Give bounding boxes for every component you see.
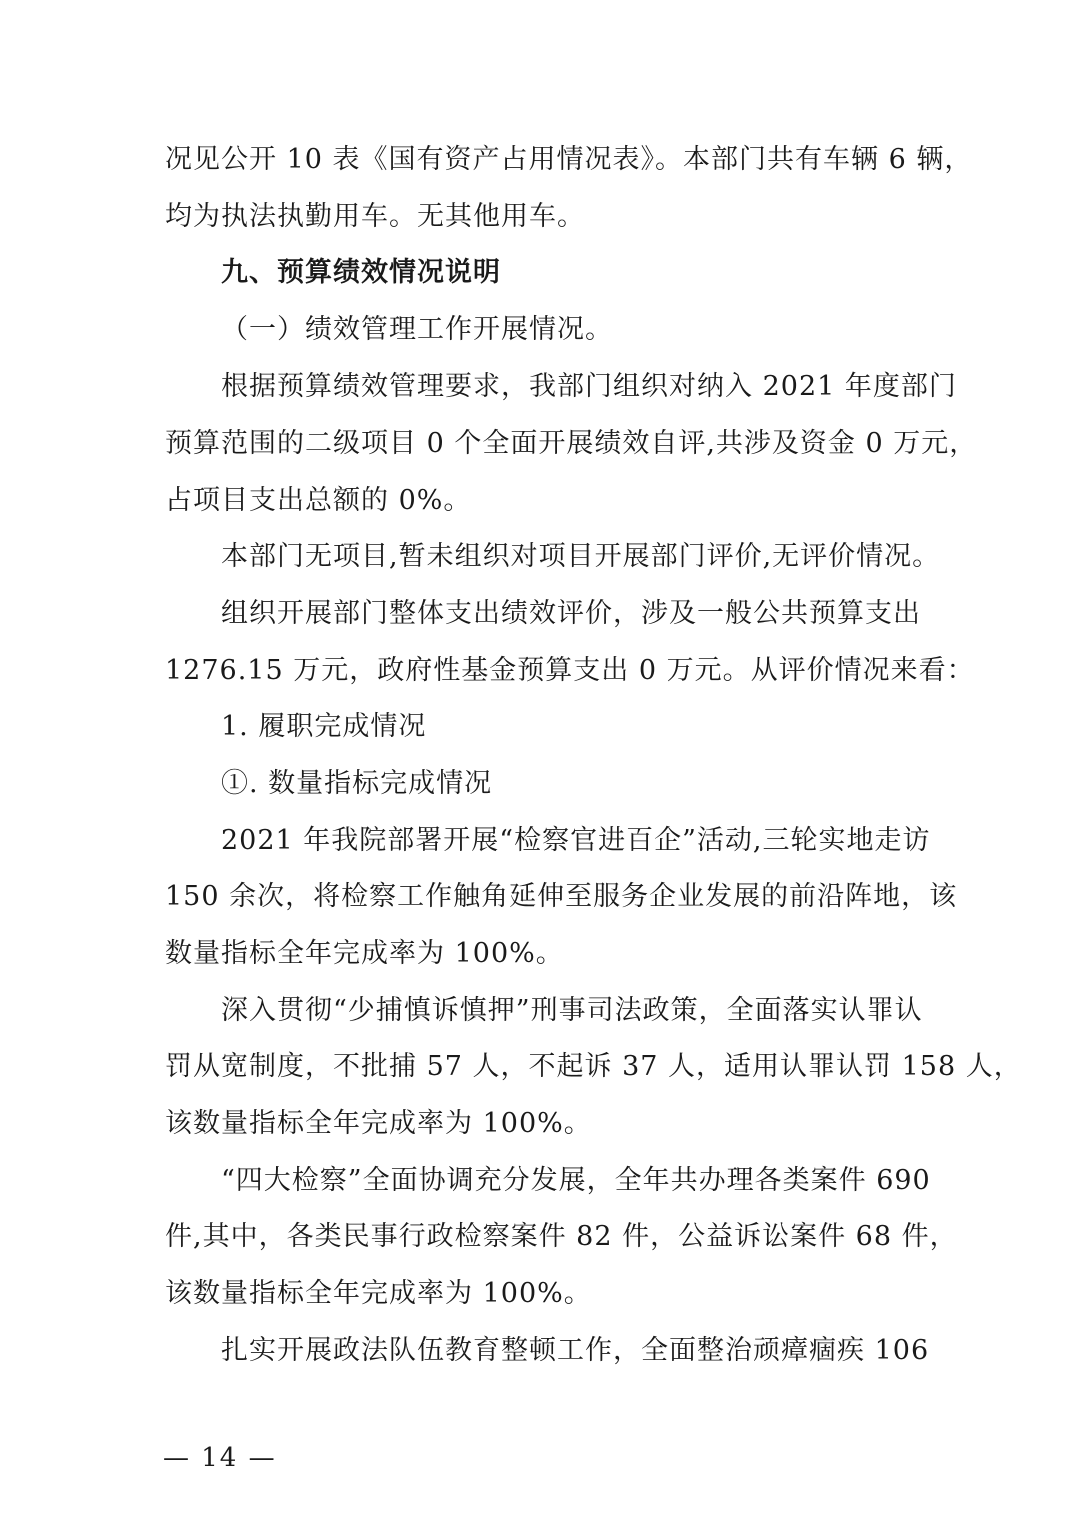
body-text-line: 该数量指标全年完成率为 100%。 <box>165 1108 592 1139</box>
body-text-line: 本部门无项目,暂未组织对项目开展部门评价,无评价情况。 <box>221 541 941 572</box>
list-heading: ①. 数量指标完成情况 <box>221 768 493 799</box>
list-heading: 1. 履职完成情况 <box>221 711 427 742</box>
body-text-line: 扎实开展政法队伍教育整顿工作，全面整治顽瘴痼疾 106 <box>221 1335 930 1366</box>
body-text-line: “四大检察”全面协调充分发展，全年共办理各类案件 690 <box>221 1165 931 1196</box>
body-text-line: 组织开展部门整体支出绩效评价，涉及一般公共预算支出 <box>221 598 921 629</box>
body-text-line: 2021 年我院部署开展“检察官进百企”活动,三轮实地走访 <box>221 825 931 856</box>
body-text-line: 深入贯彻“少捕慎诉慎押”刑事司法政策，全面落实认罪认 <box>221 995 923 1026</box>
body-text-line: 150 余次，将检察工作触角延伸至服务企业发展的前沿阵地，该 <box>165 881 958 912</box>
body-text-line: 1276.15 万元，政府性基金预算支出 0 万元。从评价情况来看： <box>165 655 975 686</box>
body-text-line: 均为执法执勤用车。无其他用车。 <box>165 201 585 232</box>
page-number: — 14 — <box>163 1443 277 1473</box>
body-text-line: 罚从宽制度，不批捕 57 人，不起诉 37 人，适用认罪认罚 158 人， <box>165 1051 1022 1082</box>
body-text-line: 况见公开 10 表《国有资产占用情况表》。本部门共有车辆 6 辆， <box>165 144 973 175</box>
body-text-line: 件,其中，各类民事行政检察案件 82 件，公益诉讼案件 68 件， <box>165 1221 958 1252</box>
section-heading: 九、预算绩效情况说明 <box>221 257 501 288</box>
subsection-heading: （一）绩效管理工作开展情况。 <box>221 314 613 345</box>
body-text-line: 该数量指标全年完成率为 100%。 <box>165 1278 592 1309</box>
body-text-line: 数量指标全年完成率为 100%。 <box>165 938 564 969</box>
body-text-line: 根据预算绩效管理要求，我部门组织对纳入 2021 年度部门 <box>221 371 957 402</box>
body-text-line: 预算范围的二级项目 0 个全面开展绩效自评,共涉及资金 0 万元， <box>165 428 978 459</box>
body-text-line: 占项目支出总额的 0%。 <box>165 485 472 516</box>
